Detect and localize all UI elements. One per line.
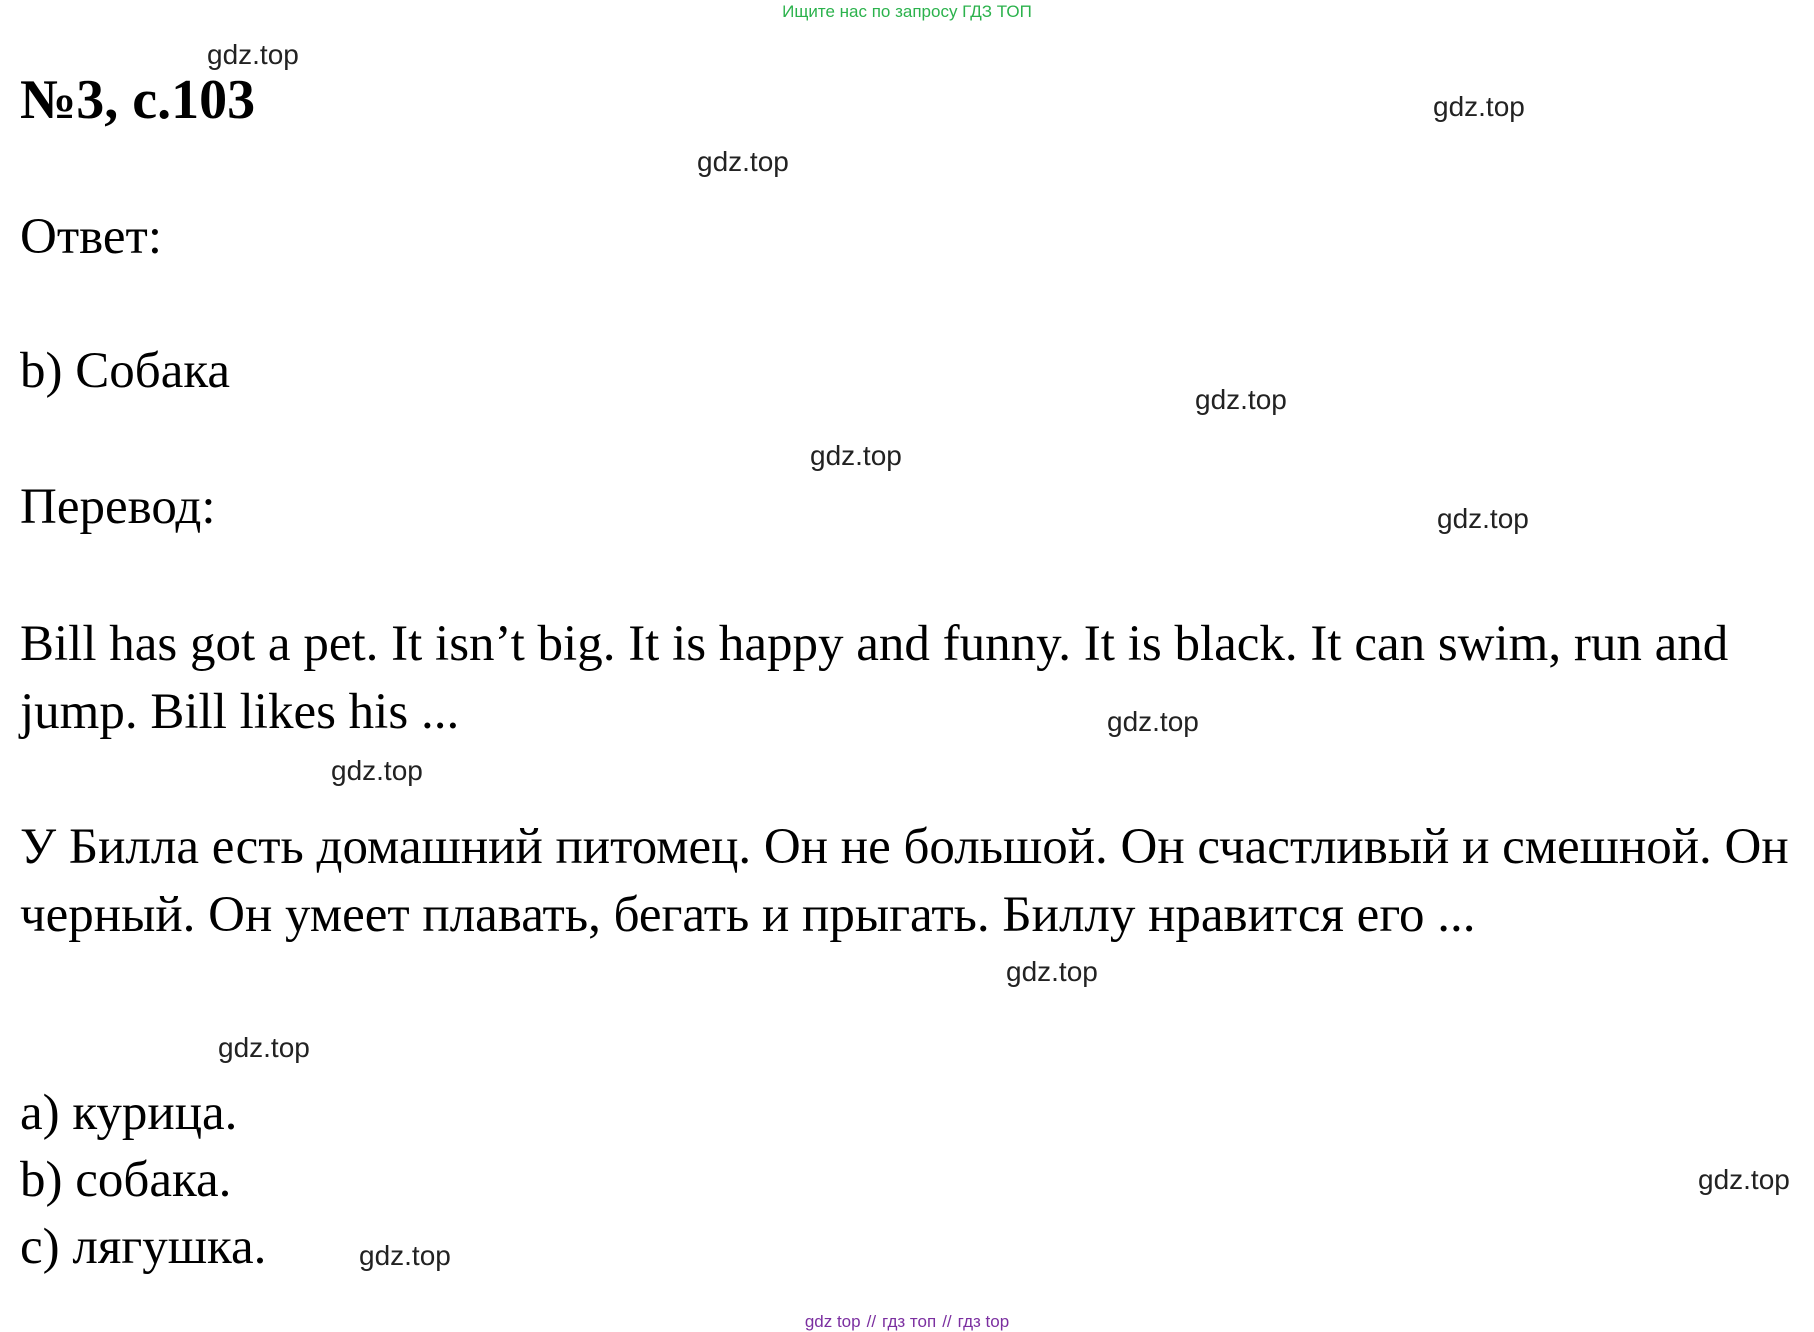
watermark: gdz.top [331, 755, 423, 786]
option-c: c) лягушка. [20, 1219, 267, 1275]
watermark: gdz.top [1107, 706, 1199, 737]
bottom-banner-part3: гдз top [957, 1312, 1010, 1331]
option-b: b) собака. [20, 1152, 232, 1208]
top-banner: Ищите нас по запросу ГДЗ ТОП [782, 2, 1032, 21]
bottom-banner-part1: gdz top [804, 1312, 861, 1331]
bottom-banner [0, 1312, 1814, 1332]
answer-text: b) Собака [20, 343, 230, 399]
option-a: a) курица. [20, 1085, 238, 1141]
watermark: gdz.top [207, 39, 299, 70]
watermark: gdz.top [1698, 1164, 1790, 1195]
watermark: gdz.top [697, 146, 789, 177]
bottom-banner-part2: гдз топ [882, 1312, 937, 1331]
page-title: №3, с.103 [20, 69, 256, 131]
bottom-banner-separator: // [942, 1312, 952, 1331]
watermark: gdz.top [1433, 91, 1525, 122]
watermark: gdz.top [810, 440, 902, 471]
watermark: gdz.top [1195, 384, 1287, 415]
watermark: gdz.top [218, 1032, 310, 1063]
watermark: gdz.top [359, 1240, 451, 1271]
english-paragraph: Bill has got a pet. It isn’t big. It is happy and funny. It is black. It can swim, run and jump. Bill likes his ... [20, 616, 1729, 740]
watermark: gdz.top [1006, 956, 1098, 987]
russian-paragraph: У Билла есть домашний питомец. Он не большой. Он счастливый и смешной. Он черный. Он умеет плавать, бегать и прыгать. Биллу нравится его ... [20, 819, 1789, 943]
bottom-banner-separator: // [866, 1312, 877, 1331]
watermark: gdz.top [1437, 503, 1529, 534]
translation-label: Перевод: [20, 479, 216, 535]
answer-label: Ответ: [20, 209, 162, 265]
